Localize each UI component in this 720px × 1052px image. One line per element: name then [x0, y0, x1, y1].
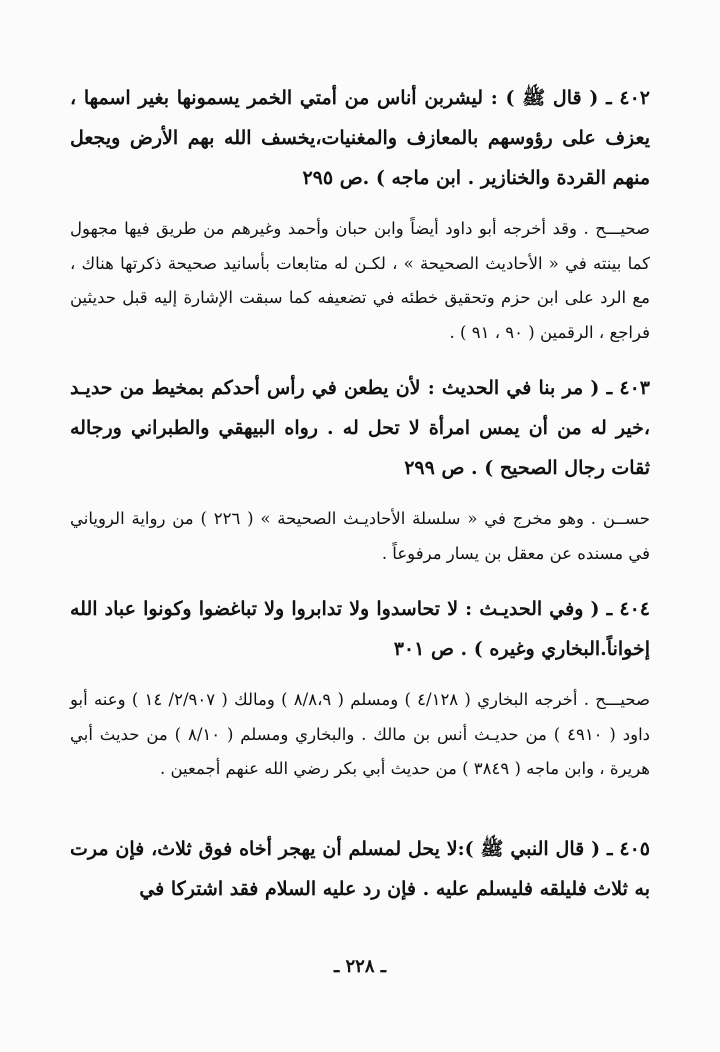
hadith-text: ٤٠٥ ـ ( قال النبي ﷺ ):لا يحل لمسلم أن يهجر أخاه فوق ثلاث، فإن مرت به ثلاث فليلقه فليسلم عليه . فإن رد عليه السلام فقد اشتركا في [70, 837, 650, 900]
hadith-text: ٤٠٢ ـ ( قال ﷺ ) : ليشربن أناس من أمتي الخمر يسمونها بغير اسمها ، يعزف على رؤوسهم بالمعازف والمغنيات،يخسف الله بهم الأرض ويجعل منهم القردة والخنازير . ابن ماجه ) .ص ٢٩٥ [70, 87, 650, 189]
hadith-text: ٤٠٤ ـ ( وفي الحديـث : لا تحاسدوا ولا تدابروا ولا تباغضوا وكونوا عباد الله إخواناً.البخاري وغيره ) . ص ٣٠١ [70, 598, 650, 660]
page-body [70, 78, 650, 923]
entry-402 [70, 78, 650, 350]
commentary-text: حســن . وهو مخرج في « سلسلة الأحاديـث الصحيحة » ( ٢٢٦ ) من رواية الروياني في مسنده عن معقل بن يسار مرفوعاً . [70, 509, 650, 563]
commentary-text: صحيـــح . وقد أخرجه أبو داود أيضاً وابن حبان وأحمد وغيرهم من طريق فيها مجهول كما بينته في « الأحاديث الصحيحة » ، لكـن له متابعات بأسانيد صحيحة ذكرتها هناك ، مع الرد على ابن حزم وتحقيق خطئه في تضعيفه كما سبقت الإشارة إليه قبل حديثين فراجع ، الرقمين ( ٩٠ ، ٩١ ) . [70, 219, 650, 342]
page-number: ـ ٢٢٨ ـ [333, 956, 387, 977]
hadith-text: ٤٠٣ ـ ( مر بنا في الحديث : لأن يطعن في رأس أحدكم بمخيط من حديـد ،خير له من أن يمس امرأة لا تحل له . رواه البيهقي والطبراني ورجاله ثقات رجال الصحيح ) . ص ٢٩٩ [70, 377, 650, 479]
entry-403 [70, 368, 650, 571]
commentary-text: صحيـــح . أخرجه البخاري ( ٤/١٢٨ ) ومسلم ( ٨/٨،٩ ) ومالك ( ٢/٩٠٧/ ١٤ ) وعنه أبو داود ( ٤٩١٠ ) من حديـث أنس بن مالك . والبخاري ومسلم ( ٨/١٠ ) من حديث أبي هريرة ، وابن ماجه ( ٣٨٤٩ ) من حديث أبي بكر رضي الله عنهم أجمعين . [70, 690, 651, 778]
entry-405 [70, 829, 650, 909]
entry-404 [70, 589, 650, 787]
